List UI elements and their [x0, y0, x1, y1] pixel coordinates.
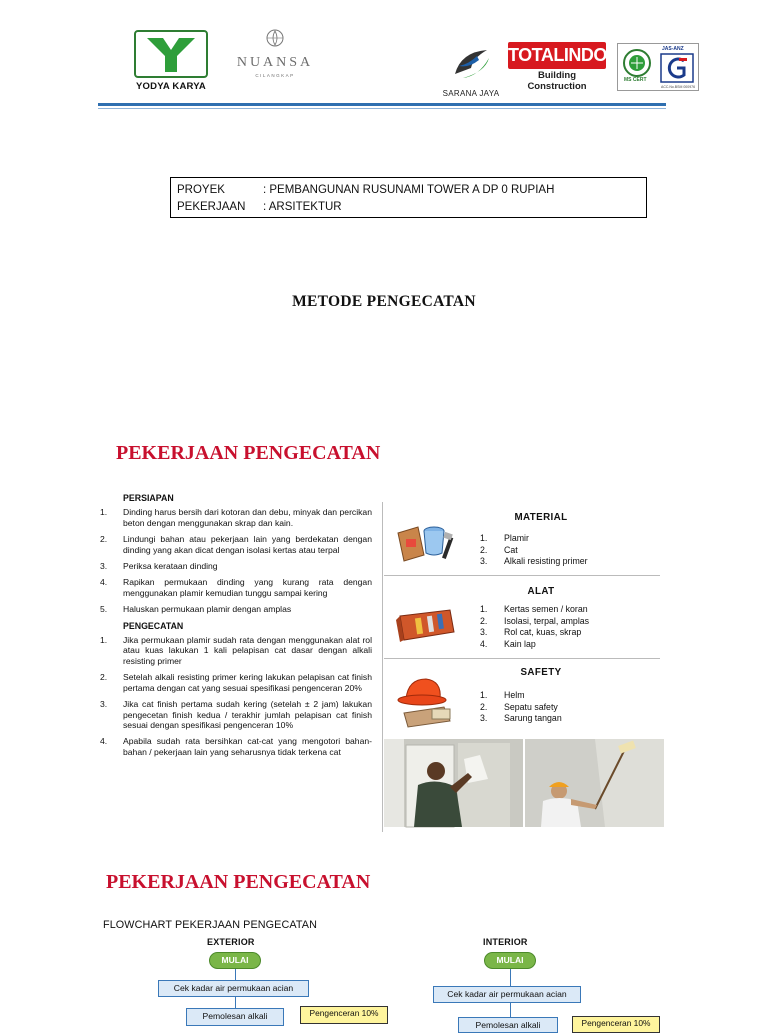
section-title-1: PEKERJAAN PENGECATAN — [116, 442, 381, 464]
interior-start-node: MULAI — [484, 952, 536, 969]
flowchart-caption: FLOWCHART PEKERJAAN PENGECATAN — [103, 919, 317, 931]
list-item: 1. Helm — [480, 690, 525, 700]
list-item-text: Kain lap — [504, 638, 536, 649]
exterior-step-2: Pemolesan alkali — [186, 1008, 284, 1026]
yodya-karya-text: YODYA KARYA — [136, 81, 206, 92]
list-item-text: Rol cat, kuas, skrap — [504, 627, 582, 637]
list-item: 2. Setelah alkali resisting primer kering lakukan pelapisan cat finish pertama dengan cat yang sesuai spesifikasi pengenceran 20% — [100, 672, 372, 693]
sarana-jaya-text: SARANA JAYA — [442, 89, 500, 98]
list-item-text: Lindungi bahan atau pekerjaan lain yang berdekatan dengan dinding yang akan dicat dengan isolasi kertas atau terpal — [123, 534, 372, 555]
project-row — [177, 182, 640, 199]
nuansa-text: NUANSA — [236, 55, 314, 70]
hard-hat-icon — [394, 673, 460, 729]
section-title-2: PEKERJAAN PENGECATAN — [106, 871, 371, 893]
project-info-box — [170, 177, 647, 218]
list-item: 3. Jika cat finish pertama sudah kering (setelah ± 2 jam) lakukan pengecetan finish kedua / terakhir jumlah pelapisan cat finish sesuai dengan spesifikasi pengenceran 10% — [100, 699, 372, 730]
alat-panel — [384, 576, 660, 658]
interior-heading: INTERIOR — [483, 937, 528, 947]
list-item-text: Alkali resisting primer — [504, 556, 588, 566]
list-item: 3. Sarung tangan — [480, 713, 562, 723]
list-item-text: Sarung tangan — [504, 713, 562, 723]
flow-arrow — [510, 1003, 511, 1017]
list-item-text: Rapikan permukaan dinding yang kurang rata dengan menggunakan plamir kemudian tunggu sampai kering — [123, 577, 372, 598]
list-item: 3. Rol cat, kuas, skrap — [480, 627, 582, 637]
pengecatan-heading: PENGECATAN — [123, 620, 184, 631]
interior-step-2: Pemolesan alkali — [458, 1017, 558, 1033]
list-item: 4. Kain lap — [480, 638, 536, 649]
nuansa-subtext: CILANGKAP — [255, 73, 295, 78]
painter-photo-2 — [525, 739, 664, 827]
certification-logo — [617, 43, 699, 91]
yodya-y-icon — [143, 34, 199, 74]
totalindo-subtext: Building Construction — [527, 70, 587, 92]
flow-arrow — [235, 997, 236, 1008]
document-title: METODE PENGECATAN — [292, 293, 476, 310]
list-item-text: Helm — [504, 690, 525, 700]
paint-bucket-icon — [394, 517, 460, 563]
pekerjaan-label: PEKERJAAN — [177, 201, 246, 213]
sarana-jaya-swoosh-icon — [449, 44, 493, 82]
list-item-text: Apabila sudah rata bersihkan cat-cat yang mengotori bahan-bahan / pekerjaan lain yang seharusnya tidak terkena cat — [123, 736, 372, 757]
list-item: 1. Kertas semen / koran — [480, 604, 588, 614]
list-item-text: Sepatu safety — [504, 701, 558, 712]
ms-cert-globe-icon — [622, 48, 652, 78]
list-item-text: Jika permukaan plamir sudah rata dengan menggunakan alat rol atau kuas lakukan 1 kali pelapisan cat dasar dengan alkali resisting primer — [123, 635, 372, 666]
yodya-karya-logo — [133, 30, 209, 92]
list-item: 3. Periksa kerataan dinding — [100, 561, 372, 571]
list-item: 5. Haluskan permukaan plamir dengan amplas — [100, 604, 372, 614]
list-item: 1. Jika permukaan plamir sudah rata dengan menggunakan alat rol atau kuas lakukan 1 kali pelapisan cat dasar dengan alkali resisting primer — [100, 635, 372, 666]
header-divider — [98, 103, 666, 106]
persiapan-heading: PERSIAPAN — [123, 493, 174, 503]
safety-list — [480, 690, 562, 725]
safety-panel — [384, 659, 660, 737]
sarana-jaya-logo — [436, 44, 506, 98]
list-item: 2. Sepatu safety — [480, 701, 558, 712]
exterior-heading: EXTERIOR — [207, 937, 255, 947]
pengecatan-list — [100, 635, 372, 757]
column-divider — [382, 502, 383, 832]
nuansa-emblem-icon — [264, 28, 286, 48]
proyek-value: : PEMBANGUNAN RUSUNAMI TOWER A DP 0 RUPIAH — [263, 184, 555, 196]
list-item: 4. Apabila sudah rata bersihkan cat-cat yang mengotori bahan-bahan / pekerjaan lain yang seharusnya tidak terkena cat — [100, 736, 372, 757]
list-item-text: Cat — [504, 544, 518, 555]
list-item: 1. Plamir — [480, 533, 529, 543]
list-item-text: Haluskan permukaan plamir dengan amplas — [123, 604, 292, 615]
totalindo-logo — [508, 42, 606, 92]
list-item-text: Periksa kerataan dinding — [123, 561, 218, 572]
list-item-text: Dinding harus bersih dari kotoran dan debu, minyak dan percikan beton dengan menggunakan skrap dan kain. — [123, 507, 372, 528]
exterior-start-node: MULAI — [209, 952, 261, 969]
material-panel — [384, 503, 660, 575]
list-item: 2. Isolasi, terpal, amplas — [480, 615, 590, 626]
painting-photos — [384, 739, 664, 827]
list-item-text: Setelah alkali resisting primer kering lakukan pelapisan cat finish pertama dengan cat yang sesuai spesifikasi pengenceran 20% — [123, 672, 372, 693]
list-item: 2. Lindungi bahan atau pekerjaan lain yang berdekatan dengan dinding yang akan dicat dengan isolasi kertas atau terpal — [100, 534, 372, 555]
jas-anz-mark-icon — [660, 53, 694, 87]
method-steps — [100, 493, 372, 763]
interior-step-1: Cek kadar air permukaan acian — [433, 986, 581, 1003]
nuansa-logo — [232, 28, 318, 78]
painter-photo-1 — [384, 739, 523, 827]
totalindo-text: TOTALINDO — [508, 42, 606, 69]
alat-list — [480, 604, 589, 650]
list-item-text: Jika cat finish pertama sudah kering (setelah ± 2 jam) lakukan pengecetan finish kedua / terakhir jumlah pelapisan cat finish sesuai dengan spesifikasi pengenceran 10% — [123, 699, 372, 730]
list-item: 1. Dinding harus bersih dari kotoran dan debu, minyak dan percikan beton dengan menggunakan skrap dan kain. — [100, 507, 372, 528]
exterior-step-1: Cek kadar air permukaan acian — [158, 980, 309, 997]
ms-cert-text: MS CERT — [624, 77, 647, 83]
list-item-text: Isolasi, terpal, amplas — [504, 615, 590, 626]
list-item: 2. Cat — [480, 544, 518, 555]
alat-heading: ALAT — [527, 586, 555, 597]
list-item-text: Plamir — [504, 533, 529, 543]
toolbox-icon — [394, 602, 460, 646]
safety-heading: SAFETY — [520, 667, 562, 678]
interior-dilution-note: Pengenceran 10% — [572, 1016, 660, 1033]
proyek-label: PROYEK — [177, 184, 225, 196]
material-heading: MATERIAL — [514, 512, 568, 523]
persiapan-list — [100, 507, 372, 614]
exterior-dilution-note: Pengenceran 10% — [300, 1006, 388, 1024]
list-item: 3. Alkali resisting primer — [480, 556, 588, 566]
list-item-text: Kertas semen / koran — [504, 604, 588, 614]
list-item: 4. Rapikan permukaan dinding yang kurang rata dengan menggunakan plamir kemudian tunggu sampai kering — [100, 577, 372, 598]
pekerjaan-row — [177, 199, 640, 216]
flow-arrow — [510, 969, 511, 986]
jas-anz-text: JAS-ANZ — [662, 46, 684, 52]
pekerjaan-value: : ARSITEKTUR — [263, 201, 342, 213]
header-divider-thin — [98, 108, 666, 109]
material-list — [480, 533, 588, 568]
cert-code-text: ACC.No.BSM 000976 — [661, 85, 696, 89]
flow-arrow — [235, 969, 236, 980]
